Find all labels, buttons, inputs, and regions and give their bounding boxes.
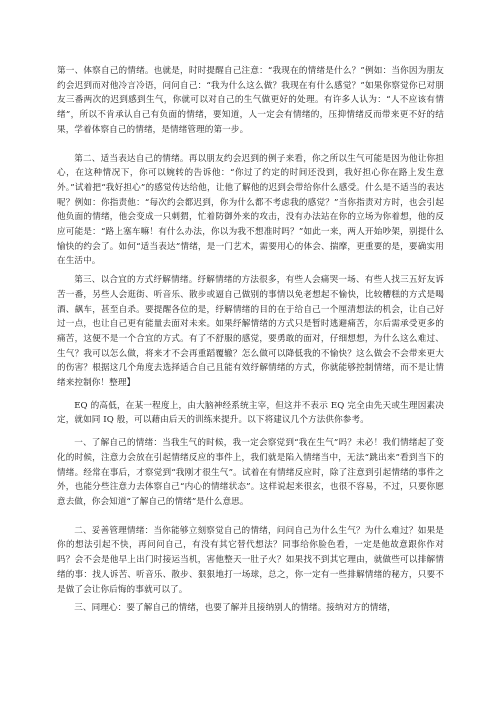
document-page bbox=[57, 64, 444, 616]
paragraph-1: 第一、体察自己的情绪。也就是，时时提醒自己注意：“我现在的情绪是什么？”例如：当你因为朋友约会迟到而对他冷言冷语，问问自己：“我为什么这么做？我现在有什么感觉？”如果你察觉你已对朋友三番两次的迟到感到生气，你就可以对自己的生气做更好的处理。有许多人认为：“人不应该有情绪”，所以不肯承认自己有负面的情绪，要知道，人一定会有情绪的，压抑情绪反而带来更不好的结果，学着体察自己的情绪，是情绪管理的第一步。 bbox=[57, 66, 444, 135]
paragraph-7: 三、同理心：要了解自己的情绪，也要了解并且接纳别人的情绪。接纳对方的情绪， bbox=[74, 603, 396, 614]
paragraph-5: 一、了解自己的情绪：当我生气的时候，我一定会察觉到“我在生气”吗？未必！我们情绪起了变化的时候，注意力会放在引起情绪反应的事件上，我们就是陷入情绪当中，无法“跳出来”看到当下的情绪。经常在事后，才察觉到“我刚才很生气”。试着在有情绪反应时，除了注意到引起情绪的事件之外，也能分些注意力去体察自己“内心的情绪状态”。这样说起来很玄，也很不容易，不过，只要你愿意去做，你会知道“了解自己的情绪”是什么意思。 bbox=[57, 438, 444, 507]
paragraph-2: 第二、适当表达自己的情绪。再以朋友约会迟到的例子来看，你之所以生气可能是因为他让你担心，在这种情况下，你可以婉转的告诉他：“你过了约定的时间还没到，我好担心你在路上发生意外。”试着把“我好担心”的感觉传达给他，让他了解他的迟到会带给你什么感受。什么是不适当的表达呢？例如：你指责他：“每次约会都迟到，你为什么都不考虑我的感觉？”当你指责对方时，也会引起他负面的情绪，他会变成一只刺猬，忙着防御外来的攻击，没有办法站在你的立场为你着想，他的反应可能是：“路上塞车嘛！有什么办法，你以为我不想准时吗？”如此一来，两人开始吵架，别提什么愉快的约会了。如何“适当表达”情绪，是一门艺术，需要用心的体会、揣摩，更重要的是，要确实用在生活中。 bbox=[57, 153, 444, 267]
paragraph-6: 二、妥善管理情绪：当你能够立刻察觉自己的情绪，问问自己为什么生气？为什么难过？如果是你的想法引起不快，再问问自己，有没有其它替代想法？同事给你脸色看，一定是他故意跟你作对吗？会不会是他早上出门时接运当机，害他整天一肚子火？如果找不到其它理由，就做些可以排解情绪的事：找人诉苦、听音乐、散步、狠狠地打一场球，总之，你一定有一些排解情绪的秘方，只要不是做了会让你后悔的事就可以了。 bbox=[57, 525, 444, 595]
paragraph-3: 第三、以合宜的方式纾解情绪。纾解情绪的方法很多，有些人会痛哭一场、有些人找三五好友诉苦一番，另些人会逛街、听音乐、散步或逼自己做别的事情以免老想起不愉快，比较糟糕的方式是喝酒、飙车，甚至自杀。要提醒各位的是，纾解情绪的目的在于给自己一个厘清想法的机会，让自己好过一点，也让自己更有能量去面对未来。如果纾解情绪的方式只是暂时逃避痛苦，尔后需承受更多的痛苦，这便不是一个合宜的方式。有了不舒服的感觉，要勇敢的面对，仔细想想，为什么这么难过、生气？我可以怎么做，将来才不会再重蹈覆辙？怎么做可以降低我的不愉快？这么做会不会带来更大的伤害？根据这几个角度去选择适合自己且能有效纾解情绪的方式，你就能够控制情绪，而不是让情绪来控制你！整理】 bbox=[57, 275, 444, 389]
paragraph-4: EQ 的高低，在某一程度上，由大脑神经系统主宰，但这并不表示 EQ 完全由先天或生理因素决定，就如同 IQ 般，可以藉由后天的训练来提升。以下将建议几个方法供你参考。 bbox=[57, 400, 444, 426]
